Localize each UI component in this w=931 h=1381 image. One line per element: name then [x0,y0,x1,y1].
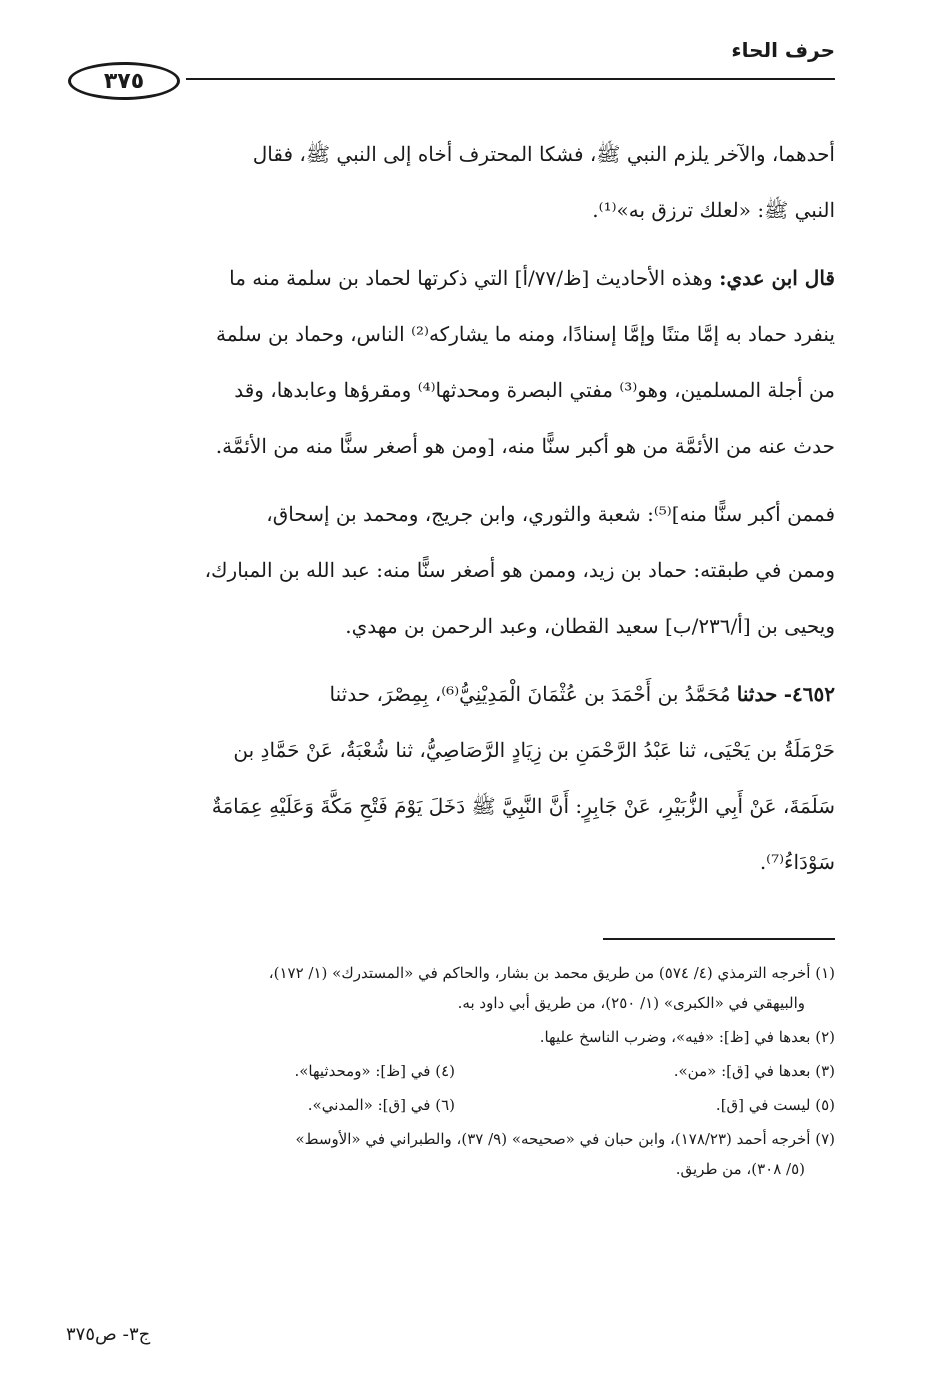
text-line: ينفرد حماد به إمَّا متنًا وإمَّا إسنادًا، ومنه ما يشاركه⁽²⁾ الناس، وحماد بن سلمة [215,322,835,346]
haddathana-label: حدثنا [736,682,778,706]
speaker-label: قال ابن عدي: [719,266,835,290]
paragraph-2 [68,250,835,474]
text-line: حَرْمَلَةُ بن يَحْيَى، ثنا عَبْدُ الرَّحْمَنِ بن زِيَادٍ الرَّصَاصِيُّ، ثنا شُعْبَةُ، عَنْ حَمَّادِ بن [233,738,835,762]
footnote-line: والبيهقي في «الكبرى» (١/ ٢٥٠)، من طريق أبي داود به. [457,994,805,1012]
page-header [68,38,835,102]
footnote-line: (٧) أخرجه أحمد (١٧٨/٢٣)، وابن حبان في «صحيحه» (٩/ ٣٧)، والطبراني في «الأوسط» [295,1130,835,1148]
line-text: مُحَمَّدُ بن أَحْمَدَ بن عُثْمَانَ الْمَدِيْنِيُّ⁽⁶⁾، بِمِصْرَ، حدثنا [329,682,731,706]
footnote-6: (٦) في [ق]: «المدني». [307,1096,455,1114]
paragraph-3 [68,486,835,654]
footnote-line: (١) أخرجه الترمذي (٤/ ٥٧٤) من طريق محمد بن بشار، والحاكم في «المستدرك» (١/ ١٧٢)، [268,964,835,982]
text-line: سَوْدَاءُ⁽⁷⁾. [759,850,835,874]
page-number-badge [68,62,180,100]
footnote-7 [68,1124,835,1184]
footnote-2: (٢) بعدها في [ظ]: «فيه»، وضرب الناسخ عليها. [539,1028,835,1046]
main-text [68,126,835,890]
header-rule [186,78,835,80]
text-line: حدث عنه من الأئمَّة من هو أكبر سنًّا منه، [ومن هو أصغر سنًّا منه من الأئمَّة. [215,434,835,458]
footnote-separator [603,938,835,940]
footnote-4: (٤) في [ظ]: «ومحدثيها». [294,1062,455,1080]
footnote-row [68,1056,835,1086]
chapter-title: حرف الحاء [731,38,835,62]
text-line: من أجلة المسلمين، وهو⁽³⁾ مفتي البصرة ومحدثها⁽⁴⁾ ومقرؤها وعابدها، وقد [234,378,835,402]
footnotes [68,958,835,1188]
footnote-row [68,1090,835,1120]
text-line: فممن أكبر سنًّا منه]⁽⁵⁾: شعبة والثوري، وابن جريج، ومحمد بن إسحاق، [266,502,835,526]
text-line [68,250,835,306]
footnote-5: (٥) ليست في [ق]. [715,1096,835,1114]
footnote-line: (٥/ ٣٠٨)، من طريق. [675,1160,805,1178]
text-line: سَلَمَةَ، عَنْ أَبِي الزُّبَيْرِ، عَنْ جَابِرٍ: أَنَّ النَّبِيَّ ﷺ دَخَلَ يَوْمَ فَتْحِ مَكَّةَ وَعَلَيْهِ عِمَامَةٌ [211,794,835,818]
paragraph-hadith [68,666,835,890]
text-line [68,666,835,722]
page-number: ٣٧٥ [103,68,145,94]
line-text: وهذه الأحاديث [ظ/٧٧/أ] التي ذكرتها لحماد بن سلمة منه ما [229,266,713,290]
footnote-1 [68,958,835,1018]
text-line: ويحيى بن [أ/٢٣٦/ب] سعيد القطان، وعبد الرحمن بن مهدي. [345,614,835,638]
text-line: النبي ﷺ: «لعلك ترزق به»⁽¹⁾. [592,198,835,222]
hadith-number: ٤٦٥٢- [783,682,835,706]
paragraph-1 [68,126,835,238]
footnote-3: (٣) بعدها في [ق]: «من». [673,1062,835,1080]
text-line: وممن في طبقته: حماد بن زيد، وممن هو أصغر سنًّا منه: عبد الله بن المبارك، [204,558,835,582]
text-line: أحدهما، والآخر يلزم النبي ﷺ، فشكا المحترف أخاه إلى النبي ﷺ، فقال [252,142,835,166]
volume-page-signature: ج٣- ص٣٧٥ [66,1324,151,1345]
